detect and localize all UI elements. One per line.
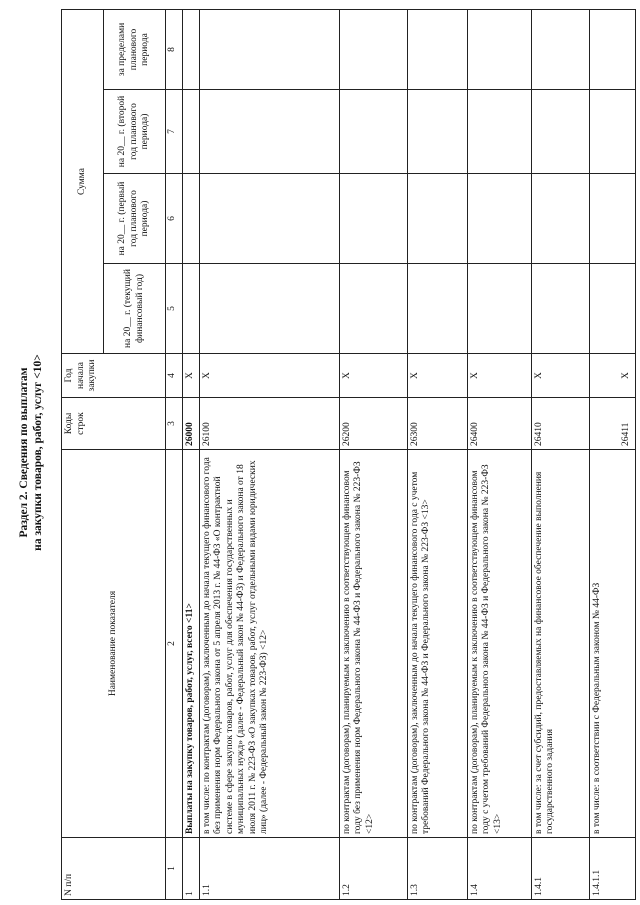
row-code: 26300 xyxy=(407,398,467,450)
row-c5 xyxy=(407,264,467,354)
header-name: Наименование показателя xyxy=(62,450,166,838)
row-year: X xyxy=(531,354,589,398)
row-c7 xyxy=(407,90,467,174)
row-c5 xyxy=(183,264,200,354)
row-name: в том числе: по контрактам (договорам), заключенным до начала текущего финансового года без применения норм Федерального закона от 5 апреля 2013 г. № 44-ФЗ «О контрактной системе в сфере закупок товаров, работ, услуг для обеспечения государственных и муниципальных нужд» (далее - Федеральный закон № 44-ФЗ) и Федерального закона от 18 июля 2011 г. № 223-ФЗ «О закупках товаров, работ, услуг отдельными видами юридических лиц» (далее - Федеральный закон № 223-ФЗ) <12> xyxy=(199,450,339,838)
index-cell: 7 xyxy=(166,90,183,174)
row-name: в том числе: за счет субсидий, предоставляемых на финансовое обеспечение выполнения государственного задания xyxy=(531,450,589,838)
table-row xyxy=(407,9,467,899)
table-row xyxy=(199,9,339,899)
row-c5 xyxy=(531,264,589,354)
row-num: 1.4 xyxy=(467,838,531,900)
header-code: Коды строк xyxy=(62,398,166,450)
index-cell: 4 xyxy=(166,354,183,398)
row-c5 xyxy=(467,264,531,354)
row-num: 1.4.1.1 xyxy=(589,838,635,900)
row-c7 xyxy=(339,90,407,174)
row-name: в том числе: в соответствии с Федеральным законом № 44-ФЗ xyxy=(589,450,635,838)
row-year: X xyxy=(339,354,407,398)
row-year: X xyxy=(589,354,635,398)
row-c6 xyxy=(467,174,531,264)
section-subtitle: на закупки товаров, работ, услуг <10> xyxy=(32,354,44,551)
index-cell: 8 xyxy=(166,9,183,89)
row-c8 xyxy=(199,9,339,89)
row-c6 xyxy=(407,174,467,264)
row-c5 xyxy=(339,264,407,354)
index-cell: 3 xyxy=(166,398,183,450)
index-cell: 6 xyxy=(166,174,183,264)
row-year: X xyxy=(183,354,200,398)
row-c8 xyxy=(467,9,531,89)
row-c6 xyxy=(199,174,339,264)
row-c5 xyxy=(589,264,635,354)
row-name: по контрактам (договорам), заключенным до начала текущего финансового года с учетом требований Федерального закона № 44-ФЗ и Федерального закона № 223-ФЗ <13> xyxy=(407,450,467,838)
index-cell: 1 xyxy=(166,838,183,900)
row-c5 xyxy=(199,264,339,354)
row-c6 xyxy=(339,174,407,264)
row-num: 1.2 xyxy=(339,838,407,900)
row-num: 1.3 xyxy=(407,838,467,900)
index-row xyxy=(166,9,183,899)
section-title: Раздел 2. Сведения по выплатам xyxy=(18,367,30,538)
header-c5: на 20__ г. (текущий финансовый год) xyxy=(104,264,166,354)
header-c8: за пределами планового периода xyxy=(104,9,166,89)
row-c7 xyxy=(199,90,339,174)
row-code: 26000 xyxy=(183,398,200,450)
purchases-table xyxy=(61,9,636,900)
header-c7: на 20__ г. (второй год планового периода) xyxy=(104,90,166,174)
row-c8 xyxy=(407,9,467,89)
row-c8 xyxy=(183,9,200,89)
row-year: X xyxy=(467,354,531,398)
row-c6 xyxy=(589,174,635,264)
table-row xyxy=(183,9,200,899)
row-c7 xyxy=(589,90,635,174)
header-num: N п/п xyxy=(62,838,166,900)
row-c6 xyxy=(183,174,200,264)
row-c7 xyxy=(531,90,589,174)
header-sum: Сумма xyxy=(62,9,104,353)
row-year: X xyxy=(407,354,467,398)
row-code: 26200 xyxy=(339,398,407,450)
row-c7 xyxy=(183,90,200,174)
table-row xyxy=(467,9,531,899)
row-c8 xyxy=(531,9,589,89)
row-code: 26400 xyxy=(467,398,531,450)
header-c6: на 20__ г. (первый год планового периода) xyxy=(104,174,166,264)
table-row xyxy=(589,9,635,899)
index-cell: 5 xyxy=(166,264,183,354)
table-row xyxy=(531,9,589,899)
table-row xyxy=(339,9,407,899)
row-c8 xyxy=(589,9,635,89)
row-code: 26411 xyxy=(589,398,635,450)
row-c6 xyxy=(531,174,589,264)
row-num: 1.1 xyxy=(199,838,339,900)
row-code: 26410 xyxy=(531,398,589,450)
row-c8 xyxy=(339,9,407,89)
row-num: 1.4.1 xyxy=(531,838,589,900)
row-num: 1 xyxy=(183,838,200,900)
row-code: 26100 xyxy=(199,398,339,450)
row-name: по контрактам (договорам), планируемым к заключению в соответствующем финансовом году без применения норм Федерального закона № 44-ФЗ и Федерального закона № 223-ФЗ <12> xyxy=(339,450,407,838)
index-cell: 2 xyxy=(166,450,183,838)
header-year: Год начала закупки xyxy=(62,354,166,398)
row-name: Выплаты на закупку товаров, работ, услуг, всего <11> xyxy=(183,450,200,838)
row-name: по контрактам (договорам), планируемым к заключению в соответствующем финансовом году с учетом требований Федерального закона № 44-ФЗ и Федерального закона № 223-ФЗ <13> xyxy=(467,450,531,838)
row-year: X xyxy=(199,354,339,398)
row-c7 xyxy=(467,90,531,174)
